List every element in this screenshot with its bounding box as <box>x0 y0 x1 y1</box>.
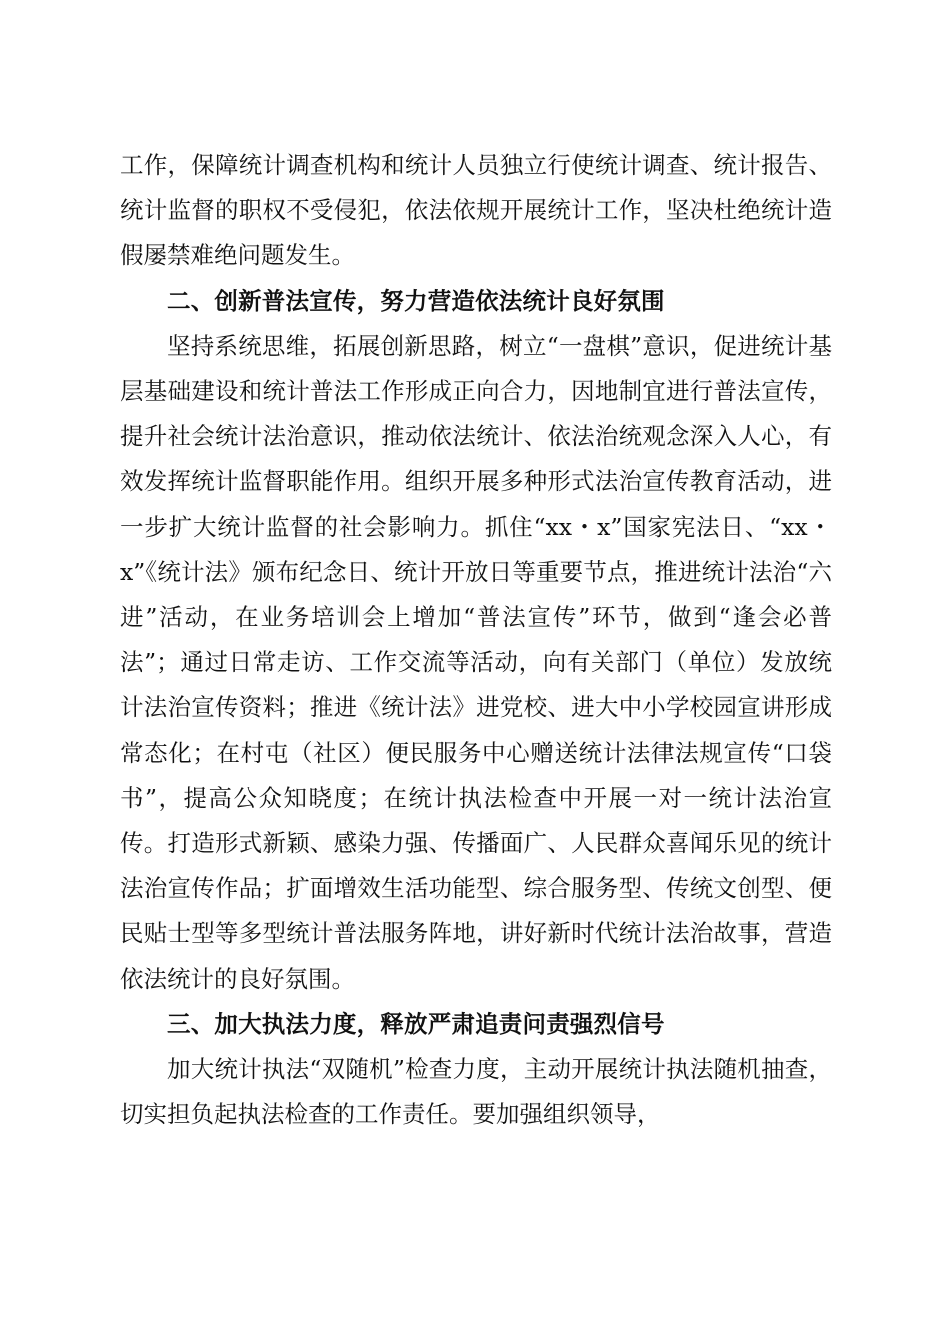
document-body <box>120 143 832 1137</box>
paragraph-continuation: 工作，保障统计调查机构和统计人员独立行使统计调查、统计报告、统计监督的职权不受侵犯，依法依规开展统计工作，坚决杜绝统计造假屡禁难绝问题发生。 <box>120 151 832 270</box>
section-heading-2: 二、创新普法宣传，努力营造依法统计良好氛围 <box>167 286 665 315</box>
paragraph-law-enforcement: 加大统计执法“双随机”检查力度，主动开展统计执法随机抽查，切实担负起执法检查的工作责任。要加强组织领导， <box>120 1055 832 1129</box>
paragraph-legal-publicity: 坚持系统思维，拓展创新思路，树立“一盘棋”意识，促进统计基层基础建设和统计普法工作形成正向合力，因地制宜进行普法宣传，提升社会统计法治意识，推动依法统计、依法治统观念深入人心，有效发挥统计监督职能作用。组织开展多种形式法治宣传教育活动，进一步扩大统计监督的社会影响力。抓住“xx・x”国家宪法日、“xx・x”《统计法》颁布纪念日、统计开放日等重要节点，推进统计法治“六进”活动，在业务培训会上增加“普法宣传”环节，做到“逢会必普法”；通过日常走访、工作交流等活动，向有关部门（单位）发放统计法治宣传资料；推进《统计法》进党校、进大中小学校园宣讲形成常态化；在村屯（社区）便民服务中心赠送统计法律法规宣传“口袋书”，提高公众知晓度；在统计执法检查中开展一对一统计法治宣传。打造形式新颖、感染力强、传播面广、人民群众喜闻乐见的统计法治宣传作品；扩面增效生活功能型、综合服务型、传统文创型、便民贴士型等多型统计普法服务阵地，讲好新时代统计法治故事，营造依法统计的良好氛围。 <box>120 331 832 993</box>
section-heading-3: 三、加大执法力度，释放严肃追责问责强烈信号 <box>167 1009 665 1038</box>
